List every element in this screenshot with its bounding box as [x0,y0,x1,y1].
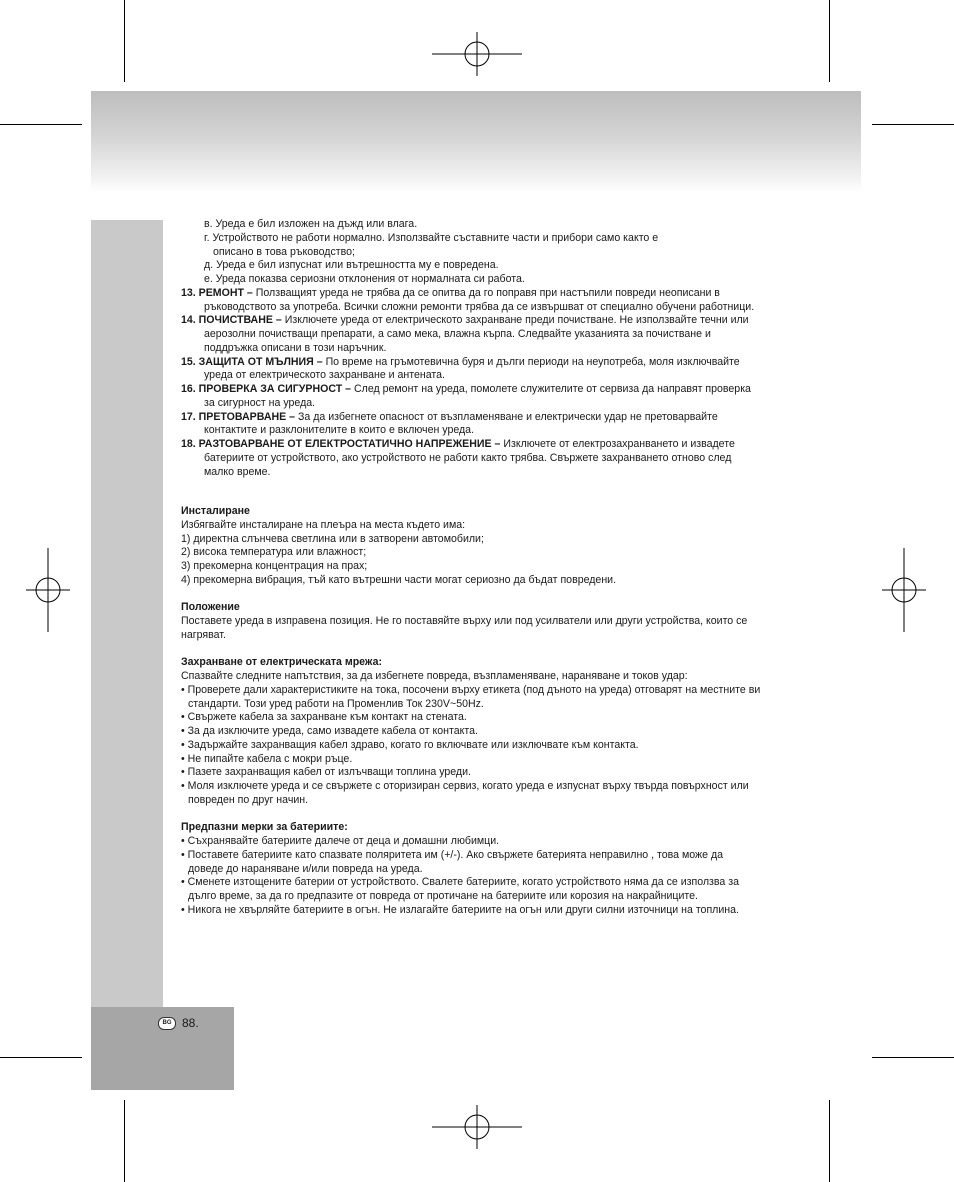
safety-item-repair: 13. РЕМОНТ – Ползващият уреда не трябва да се опитва да го поправя при настъпили повреди неописани в ръководството за употреба. Всички сложни ремонти трябва да се извършват от специално обучени работници. [181,286,755,313]
battery-bullet: • Никога не хвърляйте батериите в огън. Не излагайте батериите на огън или други силни източници на топлина. [181,903,739,916]
safety-item-overload: 17. ПРЕТОВАРВАНЕ – За да избегнете опасност от възпламеняване и електрически удар не претоварвайте контактите и разклонителите в които е включен уреда. [181,410,718,437]
left-sidebar-band [91,220,163,1007]
crop-mark [124,1100,125,1182]
language-badge-icon: BG [158,1017,176,1030]
power-bullet: • Пазете захранващия кабел от излъчващи топлина уреди. [181,766,471,779]
installation-intro: Избягвайте инсталиране на плеъра на места където има: [181,518,466,531]
spacer [181,808,761,822]
power-bullet: • Моля изключете уреда и се свържете с оторизиран сервиз, когато уреда е изпуснат върху твърда повърхност или повреден по друг начин. [181,780,749,806]
crop-mark [0,124,82,125]
crop-mark [872,1057,954,1058]
power-bullet: • Проверете дали характеристиките на тока, посочени върху етикета (под дъното на уреда) отговарят на местните ви стандарти. Този уред работи на Променлив Ток 230V~50Hz. [181,683,761,710]
registration-mark-right [882,548,926,632]
battery-bullet: • Съхранявайте батериите далече от деца и домашни любимци. [181,835,500,847]
installation-line: 4) прекомерна вибрация, тъй като вътрешни части могат сериозно да бъдат повредени. [181,573,617,586]
crop-mark [0,1057,82,1058]
installation-heading: Инсталиране [181,505,250,517]
list-item: г. Устройството не работи нормално. Използвайте съставните части и прибори само както е [204,231,659,244]
registration-mark-top [432,32,522,76]
safety-item-cleaning: 14. ПОЧИСТВАНЕ – Изключете уреда от електрическото захранване преди почистване. Не използвайте течни или аерозолни почистващи препарати, а само мека, влажна кърпа. Следвайте указанията за почистване и поддръжка описани в този наръчник. [181,314,749,354]
safety-item-lightning: 15. ЗАЩИТА ОТ МЪЛНИЯ – По време на гръмотевична буря и дълги периоди на неупотреба, моля изключвайте уреда от електрическото захранване и антената. [181,355,740,382]
spacer [181,493,761,505]
page-number: 88. [182,1016,199,1030]
battery-bullet: • Поставете батериите като спазвате поляритета им (+/-). Ако свържете батерията неправилно , това може да доведе до нараняване и/или повреда на уреда. [181,848,724,875]
crop-mark [124,0,125,82]
list-item: е. Уреда показва сериозни отклонения от нормалната си работа. [204,273,525,285]
list-item: д. Уреда е бил изпуснат или вътрешността му е повредена. [204,259,499,272]
safety-item-safety-check: 16. ПРОВЕРКА ЗА СИГУРНОСТ – След ремонт на уреда, помолете служителите от сервиза да направят проверка за сигурност на уреда. [181,383,751,409]
power-bullet: • Задържайте захранващия кабел здраво, когато го включвате или изключвате към контакта. [181,738,639,751]
power-bullet: • Не пипайте кабела с мокри ръце. [181,752,353,765]
safety-item-electrostatic: 18. РАЗТОВАРВАНЕ ОТ ЕЛЕКТРОСТАТИЧНО НАПРЕЖЕНИЕ – Изключете от електрозахранването и извадете батериите от устройството, ако устройството не работи както трябва. Свържете захранването отново след малко време. [181,438,735,478]
power-bullet: • За да изключите уреда, само извадете кабела от контакта. [181,725,478,737]
crop-mark [829,0,830,82]
battery-bullet: • Сменете изтощените батерии от устройството. Свалете батериите, когато устройството няма да се използва за дълго време, за да го предпазите от повреда от протичане на батериите или корозия на накрайниците. [181,876,740,902]
position-text: Поставете уреда в изправена позиция. Не го поставяйте върху или под усилватели или други устройства, които се нагряват. [181,615,748,641]
spacer [181,479,761,493]
position-heading: Положение [181,601,240,614]
installation-line: 3) прекомерна концентрация на прах; [181,560,368,572]
spacer [181,588,761,602]
safety-list-continuation [181,218,761,287]
crop-mark [872,124,954,125]
registration-mark-left [26,548,70,632]
installation-line: 1) директна слънчева светлина или в затворени автомобили; [181,532,484,545]
spacer [181,643,761,657]
registration-mark-bottom [432,1105,522,1149]
power-heading: Захранване от електрическата мрежа: [181,656,382,669]
header-gradient-band [91,91,861,193]
crop-mark [829,1100,830,1182]
batteries-heading: Предпазни мерки за батериите: [181,821,348,834]
power-bullet: • Свържете кабела за захранване към контакт на стената. [181,711,467,724]
installation-line: 2) висока температура или влажност; [181,546,367,559]
page-footer [158,1016,199,1030]
manual-text-column [181,218,761,918]
list-item-continuation: описано в това ръководство; [213,245,355,258]
list-item: в. Уреда е бил изложен на дъжд или влага. [204,218,418,230]
power-intro: Спазвайте следните напътствия, за да избегнете повреда, възпламеняване, нараняване и токов удар: [181,670,688,682]
